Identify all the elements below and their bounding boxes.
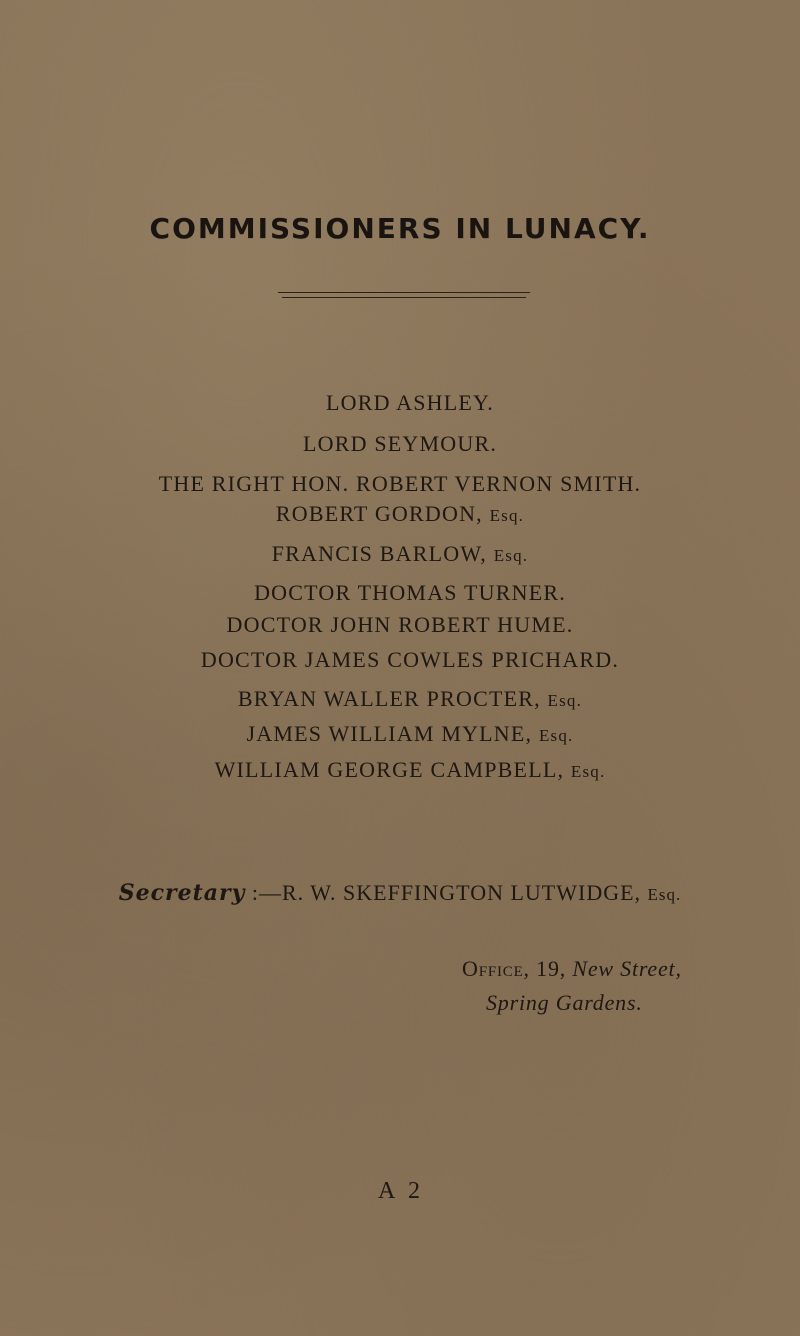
office-label: Office — [462, 956, 524, 981]
commissioner-name — [0, 431, 800, 457]
commissioner-main: DOCTOR JOHN ROBERT HUME. — [226, 612, 574, 637]
commissioner-main: DOCTOR JAMES COWLES PRICHARD. — [200, 647, 620, 672]
secretary-name: R. W. SKEFFINGTON LUTWIDGE, — [282, 880, 648, 905]
office-street: New Street, — [572, 956, 682, 981]
page-title: COMMISSIONERS IN LUNACY. — [149, 212, 651, 245]
title-rule — [278, 292, 530, 293]
commissioner-main: LORD ASHLEY. — [325, 390, 494, 415]
commissioner-name — [0, 501, 800, 527]
commissioner-main: THE RIGHT HON. ROBERT VERNON SMITH. — [158, 471, 642, 496]
secretary-suffix: Esq. — [647, 885, 682, 904]
commissioner-suffix: Esq. — [493, 546, 529, 565]
office-address-prefix: , 19, — [523, 956, 573, 981]
secretary-separator: :— — [245, 880, 282, 905]
commissioner-name — [0, 686, 800, 712]
commissioner-name — [0, 757, 800, 783]
office-line — [462, 956, 682, 982]
office-area: Spring Gardens. — [486, 990, 643, 1015]
commissioner-suffix: Esq. — [489, 506, 525, 525]
commissioner-suffix: Esq. — [570, 762, 606, 781]
commissioner-main: BRYAN WALLER PROCTER, — [237, 686, 548, 711]
signature-mark: A 2 — [378, 1178, 425, 1204]
commissioner-suffix: Esq. — [547, 691, 583, 710]
commissioner-name — [0, 612, 800, 638]
commissioner-main: JAMES WILLIAM MYLNE, — [246, 721, 539, 746]
commissioner-name — [0, 721, 800, 747]
commissioner-suffix: Esq. — [538, 726, 574, 745]
commissioner-name — [0, 471, 800, 497]
commissioner-name — [0, 647, 800, 673]
commissioner-name — [0, 541, 800, 567]
commissioner-name — [0, 390, 800, 416]
commissioner-name — [0, 580, 800, 606]
commissioner-main: WILLIAM GEORGE CAMPBELL, — [214, 757, 571, 782]
commissioner-main: FRANCIS BARLOW, — [271, 541, 494, 566]
commissioner-main: LORD SEYMOUR. — [302, 431, 498, 456]
commissioner-main: ROBERT GORDON, — [275, 501, 490, 526]
secretary-label: Secretary — [118, 880, 246, 906]
title-rule-secondary — [282, 297, 526, 298]
commissioner-main: DOCTOR THOMAS TURNER. — [254, 580, 566, 605]
secretary-line — [0, 880, 800, 906]
